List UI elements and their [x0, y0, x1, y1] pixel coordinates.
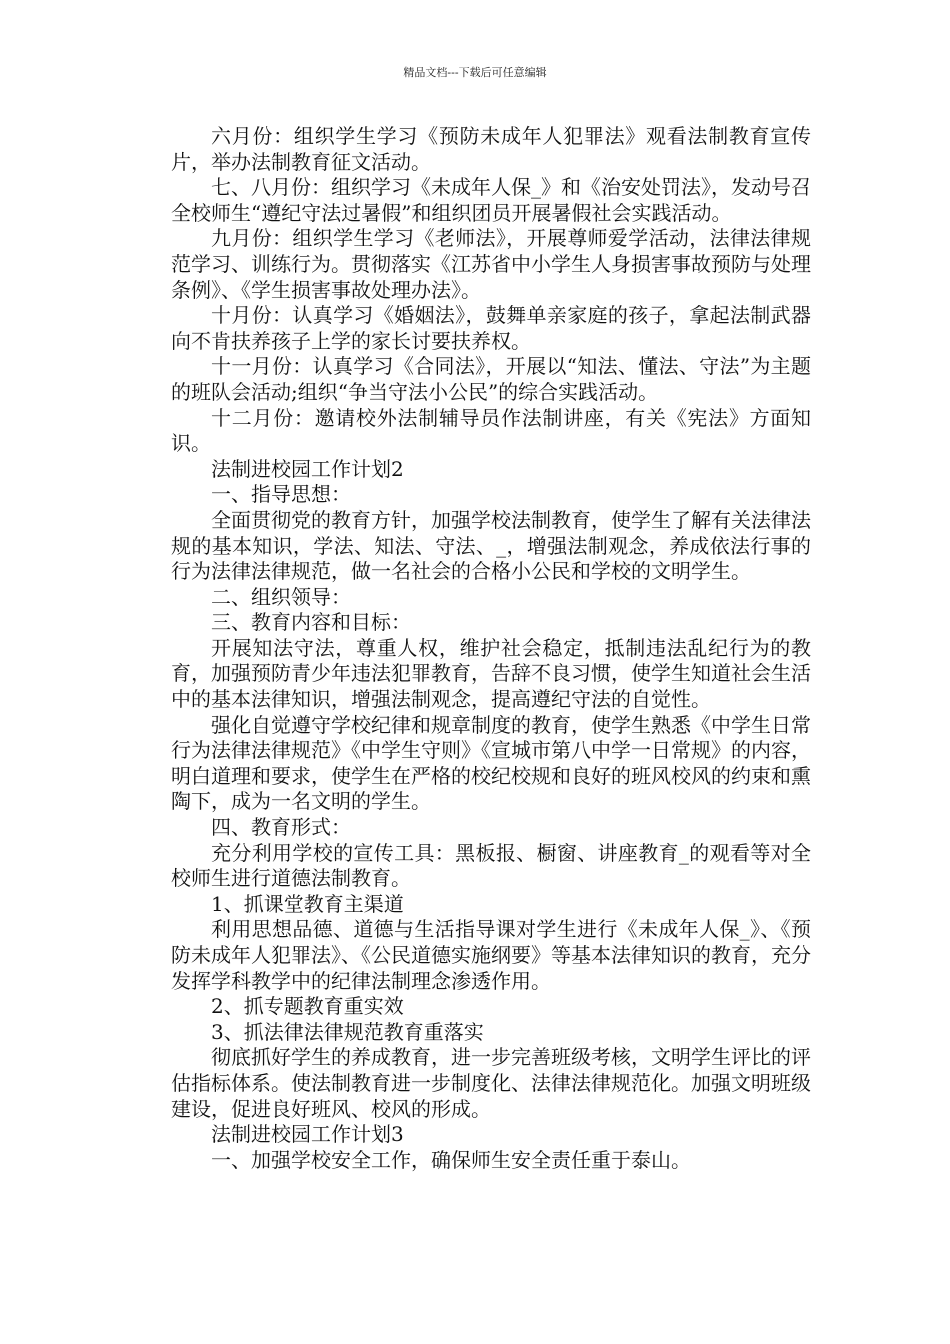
- document-body: [171, 124, 811, 1173]
- subsection-heading: 2、抓专题教育重实效: [211, 994, 404, 1019]
- paragraph: 六月份：组织学生学习《预防未成年人犯罪法》观看法制教育宣传片，举办法制教育征文活动。: [171, 124, 811, 174]
- paragraph: 充分利用学校的宣传工具：黑板报、橱窗、讲座教育_的观看等对全校师生进行道德法制教育。: [171, 840, 811, 891]
- subsection-heading: 1、抓课堂教育主渠道: [211, 891, 404, 916]
- paragraph: 开展知法守法，尊重人权，维护社会稳定，抵制违法乱纪行为的教育，加强预防青少年违法犯罪教育，告辞不良习惯，使学生知道社会生活中的基本法律知识，增强法制观念，提高遵纪守法的自觉性。: [171, 635, 811, 712]
- paragraph: 强化自觉遵守学校纪律和规章制度的教育，使学生熟悉《中学生日常行为法律法律规范》《中学生守则》《宣城市第八中学一日常规》的内容，明白道理和要求，使学生在严格的校纪校规和良好的班风校风的约束和熏陶下，成为一名文明的学生。: [171, 712, 811, 814]
- section-title: 法制进校园工作计划2: [211, 456, 404, 481]
- paragraph: 十一月份：认真学习《合同法》，开展以“知法、懂法、守法”为主题的班队会活动;组织“争当守法小公民”的综合实践活动。: [171, 354, 811, 404]
- page-header: 精品文档---下载后可任意编辑: [403, 66, 547, 79]
- paragraph: 七、八月份：组织学习《未成年人保_》和《治安处罚法》，发动号召全校师生“遵纪守法过暑假”和组织团员开展暑假社会实践活动。: [171, 175, 811, 225]
- section-heading: 二、组织领导：: [211, 584, 351, 609]
- paragraph: 十二月份：邀请校外法制辅导员作法制讲座，有关《宪法》方面知识。: [171, 405, 811, 456]
- paragraph: 彻底抓好学生的养成教育，进一步完善班级考核，文明学生评比的评估指标体系。使法制教育进一步制度化、法律法律规范化。加强文明班级建设，促进良好班风、校风的形成。: [171, 1045, 811, 1121]
- paragraph: 利用思想品德、道德与生活指导课对学生进行《未成年人保_》、《预防未成年人犯罪法》、《公民道德实施纲要》等基本法律知识的教育，充分发挥学科教学中的纪律法制理念渗透作用。: [171, 917, 811, 993]
- paragraph: 十月份：认真学习《婚姻法》，鼓舞单亲家庭的孩子，拿起法制武器向不肯扶养孩子上学的家长讨要扶养权。: [171, 303, 811, 353]
- section-heading: 四、教育形式：: [211, 815, 351, 840]
- paragraph: 九月份：组织学生学习《老师法》，开展尊师爱学活动，法律法律规范学习、训练行为。贯彻落实《江苏省中小学生人身损害事故预防与处理条例》、《学生损害事故处理办法》。: [171, 226, 811, 302]
- section-heading: 一、指导思想：: [211, 482, 351, 507]
- section-heading: 三、教育内容和目标：: [211, 610, 411, 635]
- subsection-heading: 3、抓法律法律规范教育重落实: [211, 1019, 484, 1044]
- section-heading: 一、加强学校安全工作，确保师生安全责任重于泰山。: [211, 1147, 691, 1172]
- paragraph: 全面贯彻党的教育方针，加强学校法制教育，使学生了解有关法律法规的基本知识，学法、知法、守法、_，增强法制观念，养成依法行事的行为法律法律规范，做一名社会的合格小公民和学校的文明学生。: [171, 507, 811, 584]
- section-title: 法制进校园工作计划3: [211, 1122, 404, 1147]
